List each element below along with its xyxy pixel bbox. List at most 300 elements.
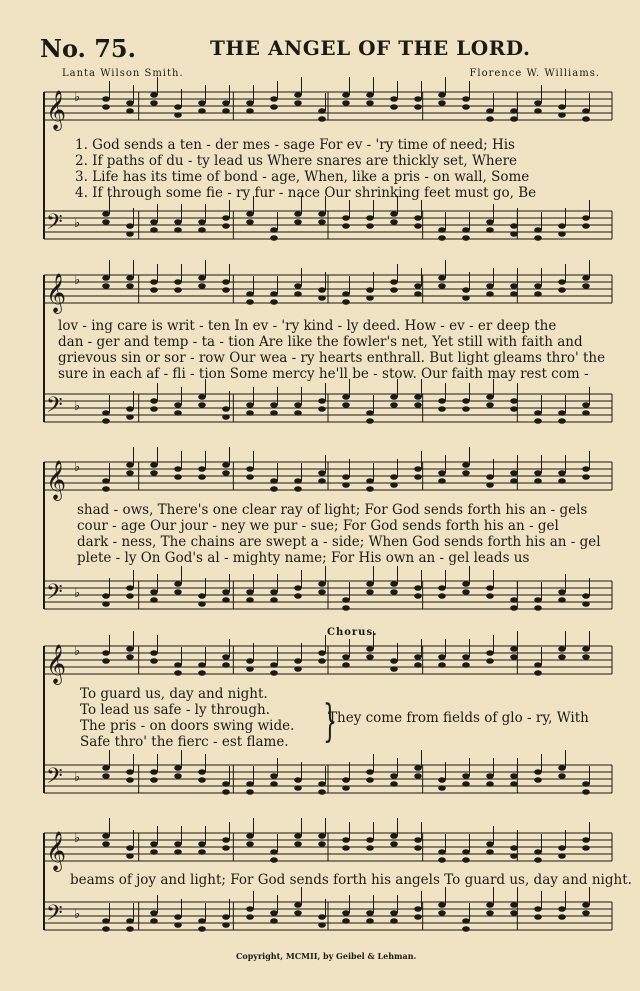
note-head — [294, 219, 302, 225]
note-head — [126, 231, 134, 237]
hymn-number: No. 75. — [40, 34, 136, 63]
note-head — [246, 291, 254, 297]
flat-icon: ♭ — [74, 90, 81, 105]
note-head — [246, 789, 254, 795]
note-head — [438, 283, 446, 289]
note-head — [150, 658, 158, 664]
note-head — [222, 223, 230, 229]
note-head — [246, 914, 254, 920]
note-head — [126, 108, 134, 114]
note-head — [390, 474, 398, 480]
note-head — [246, 211, 254, 217]
note-head — [270, 857, 278, 863]
note-head — [102, 96, 110, 102]
note-head — [102, 486, 110, 492]
note-head — [390, 581, 398, 587]
note-head — [102, 841, 110, 847]
note-head — [414, 96, 422, 102]
note-head — [198, 593, 206, 599]
note-head — [558, 906, 566, 912]
note-head — [246, 474, 254, 480]
note-head — [294, 593, 302, 599]
note-head — [150, 279, 158, 285]
note-head — [150, 849, 158, 855]
note-head — [102, 926, 110, 932]
note-head — [126, 585, 134, 591]
lyric-line: cour - age Our jour - ney we pur - sue; For God sends forth his an - gel — [77, 518, 559, 534]
note-head — [174, 589, 182, 595]
note-head — [294, 410, 302, 416]
note-head — [270, 402, 278, 408]
note-head — [366, 478, 374, 484]
note-head — [366, 910, 374, 916]
note-head — [534, 670, 542, 676]
note-head — [150, 910, 158, 916]
lyric-line: 1. God sends a ten - der mes - sage For ev - 'ry time of need; His — [75, 137, 515, 153]
note-head — [198, 926, 206, 932]
note-head — [582, 654, 590, 660]
note-head — [462, 96, 470, 102]
note-head — [582, 902, 590, 908]
note-head — [270, 597, 278, 603]
note-head — [390, 402, 398, 408]
lyric-line: dark - ness, The chains are swept a - side; When God sends forth his an - gel — [77, 534, 601, 550]
note-head — [342, 777, 350, 783]
note-head — [462, 581, 470, 587]
note-head — [558, 914, 566, 920]
note-head — [582, 593, 590, 599]
note-head — [438, 857, 446, 863]
lyrics-system-3 — [77, 502, 601, 566]
note-head — [390, 394, 398, 400]
note-head — [150, 777, 158, 783]
note-head — [246, 658, 254, 664]
note-head — [510, 853, 518, 859]
note-head — [102, 211, 110, 217]
note-head — [126, 769, 134, 775]
note-head — [534, 227, 542, 233]
note-head — [582, 215, 590, 221]
note-head — [198, 394, 206, 400]
note-head — [558, 654, 566, 660]
note-head — [366, 769, 374, 775]
note-head — [486, 849, 494, 855]
note-head — [126, 777, 134, 783]
note-head — [462, 662, 470, 668]
note-head — [462, 849, 470, 855]
note-head — [342, 92, 350, 98]
note-head — [534, 662, 542, 668]
note-head — [318, 841, 326, 847]
note-head — [270, 918, 278, 924]
flat-icon: ♭ — [74, 644, 81, 659]
note-head — [486, 474, 494, 480]
lyrics-system-1 — [75, 137, 536, 201]
note-head — [534, 849, 542, 855]
note-head — [318, 589, 326, 595]
note-head — [438, 662, 446, 668]
note-head — [222, 462, 230, 468]
note-head — [294, 777, 302, 783]
note-head — [198, 769, 206, 775]
note-head — [198, 219, 206, 225]
chorus-lyric: They come from fields of glo - ry, With — [328, 710, 589, 726]
note-head — [462, 462, 470, 468]
note-head — [366, 287, 374, 293]
note-head — [126, 853, 134, 859]
note-head — [414, 466, 422, 472]
note-head — [534, 906, 542, 912]
note-head — [462, 589, 470, 595]
note-head — [438, 777, 446, 783]
note-head — [366, 410, 374, 416]
note-head — [534, 108, 542, 114]
note-head — [438, 785, 446, 791]
note-head — [102, 219, 110, 225]
note-head — [342, 654, 350, 660]
note-head — [582, 474, 590, 480]
treble-clef-icon: 𝄞 — [46, 831, 67, 871]
note-head — [558, 845, 566, 851]
note-head — [222, 279, 230, 285]
note-head — [438, 585, 446, 591]
note-head — [342, 918, 350, 924]
note-head — [462, 287, 470, 293]
note-head — [390, 104, 398, 110]
lyric-line: dan - ger and temp - ta - tion Are like the fowler's net, Yet still with faith and — [58, 334, 583, 350]
note-head — [126, 283, 134, 289]
note-head — [174, 104, 182, 110]
note-head — [318, 581, 326, 587]
note-head — [102, 658, 110, 664]
note-head — [390, 781, 398, 787]
note-head — [582, 275, 590, 281]
note-head — [222, 662, 230, 668]
note-head — [294, 910, 302, 916]
note-head — [102, 593, 110, 599]
note-head — [366, 646, 374, 652]
note-head — [246, 589, 254, 595]
lyric-line: 2. If paths of du - ty lead us Where snares are thickly set, Where — [75, 153, 518, 169]
note-head — [318, 478, 326, 484]
note-head — [390, 96, 398, 102]
note-head — [270, 96, 278, 102]
note-head — [558, 104, 566, 110]
note-head — [390, 833, 398, 839]
note-head — [270, 773, 278, 779]
lyric-line: plete - ly On God's al - mighty name; For His own an - gel leads us — [77, 550, 530, 566]
note-head — [366, 92, 374, 98]
note-head — [198, 466, 206, 472]
note-head — [558, 470, 566, 476]
note-head — [486, 291, 494, 297]
note-head — [486, 781, 494, 787]
note-head — [150, 100, 158, 106]
note-head — [462, 781, 470, 787]
note-head — [246, 299, 254, 305]
note-head — [318, 219, 326, 225]
lyric-line: sure in each af - fli - tion Some mercy he'll be - stow. Our faith may rest com - — [58, 366, 589, 382]
note-head — [222, 470, 230, 476]
note-head — [102, 773, 110, 779]
note-head — [486, 219, 494, 225]
note-head — [534, 769, 542, 775]
flat-icon: ♭ — [74, 831, 81, 846]
note-head — [174, 849, 182, 855]
note-head — [222, 845, 230, 851]
note-head — [534, 605, 542, 611]
bass-clef-icon: 𝄢 — [46, 764, 63, 794]
note-head — [174, 219, 182, 225]
note-head — [270, 227, 278, 233]
note-head — [534, 283, 542, 289]
note-head — [198, 108, 206, 114]
note-head — [126, 100, 134, 106]
note-head — [462, 926, 470, 932]
note-head — [366, 223, 374, 229]
note-head — [318, 470, 326, 476]
note-head — [366, 215, 374, 221]
note-head — [222, 406, 230, 412]
note-head — [198, 474, 206, 480]
note-head — [246, 108, 254, 114]
note-head — [270, 410, 278, 416]
note-head — [414, 585, 422, 591]
note-head — [438, 100, 446, 106]
note-head — [558, 646, 566, 652]
note-head — [174, 466, 182, 472]
note-head — [510, 654, 518, 660]
note-head — [414, 402, 422, 408]
flat-icon: ♭ — [74, 273, 81, 288]
note-head — [270, 589, 278, 595]
note-head — [414, 765, 422, 771]
note-head — [558, 279, 566, 285]
note-head — [558, 478, 566, 484]
note-head — [510, 406, 518, 412]
note-head — [366, 918, 374, 924]
note-head — [246, 906, 254, 912]
note-head — [270, 910, 278, 916]
note-head — [198, 662, 206, 668]
note-head — [150, 462, 158, 468]
note-head — [510, 845, 518, 851]
note-head — [198, 227, 206, 233]
treble-clef-icon: 𝄞 — [46, 90, 67, 130]
note-head — [342, 474, 350, 480]
note-head — [510, 116, 518, 122]
note-head — [342, 662, 350, 668]
note-head — [582, 223, 590, 229]
note-head — [462, 406, 470, 412]
note-head — [126, 845, 134, 851]
note-head — [414, 283, 422, 289]
note-head — [294, 666, 302, 672]
note-head — [558, 853, 566, 859]
lyric-line: shad - ows, There's one clear ray of light; For God sends forth his an - gels — [77, 502, 588, 518]
note-head — [222, 414, 230, 420]
note-head — [150, 398, 158, 404]
note-head — [318, 833, 326, 839]
note-head — [582, 466, 590, 472]
note-head — [174, 112, 182, 118]
note-head — [486, 482, 494, 488]
note-head — [414, 291, 422, 297]
note-head — [126, 470, 134, 476]
note-head — [270, 662, 278, 668]
note-head — [126, 462, 134, 468]
note-head — [486, 593, 494, 599]
note-head — [390, 279, 398, 285]
note-head — [126, 414, 134, 420]
note-head — [462, 773, 470, 779]
lyrics-system-5 — [70, 872, 632, 888]
note-head — [150, 287, 158, 293]
note-head — [390, 910, 398, 916]
note-head — [366, 418, 374, 424]
note-head — [366, 837, 374, 843]
note-head — [390, 211, 398, 217]
note-head — [198, 777, 206, 783]
note-head — [558, 223, 566, 229]
note-head — [150, 769, 158, 775]
note-head — [126, 926, 134, 932]
note-head — [318, 211, 326, 217]
note-head — [582, 837, 590, 843]
note-head — [222, 789, 230, 795]
note-head — [534, 914, 542, 920]
note-head — [438, 849, 446, 855]
author-credit: Florence W. Williams. — [469, 68, 600, 79]
note-head — [462, 918, 470, 924]
flat-icon: ♭ — [74, 460, 81, 475]
note-head — [246, 841, 254, 847]
note-head — [462, 235, 470, 241]
note-head — [390, 666, 398, 672]
note-head — [510, 291, 518, 297]
note-head — [102, 410, 110, 416]
note-head — [294, 841, 302, 847]
note-head — [126, 223, 134, 229]
note-head — [582, 601, 590, 607]
note-head — [438, 398, 446, 404]
lyrics-system-2 — [58, 318, 605, 382]
note-head — [246, 100, 254, 106]
note-head — [342, 223, 350, 229]
note-head — [366, 589, 374, 595]
note-head — [486, 841, 494, 847]
note-head — [222, 922, 230, 928]
note-head — [390, 219, 398, 225]
note-head — [198, 670, 206, 676]
note-head — [174, 227, 182, 233]
note-head — [150, 219, 158, 225]
note-head — [510, 478, 518, 484]
note-head — [222, 781, 230, 787]
note-head — [198, 849, 206, 855]
note-head — [390, 841, 398, 847]
note-head — [246, 833, 254, 839]
note-head — [366, 777, 374, 783]
note-head — [510, 108, 518, 114]
note-head — [294, 211, 302, 217]
note-head — [582, 410, 590, 416]
note-head — [318, 658, 326, 664]
note-head — [294, 402, 302, 408]
note-head — [534, 291, 542, 297]
note-head — [558, 231, 566, 237]
note-head — [150, 841, 158, 847]
note-head — [174, 581, 182, 587]
note-head — [534, 597, 542, 603]
note-head — [366, 295, 374, 301]
flat-icon: ♭ — [74, 770, 81, 785]
note-head — [462, 654, 470, 660]
note-head — [102, 478, 110, 484]
note-head — [534, 478, 542, 484]
note-head — [390, 482, 398, 488]
note-head — [414, 104, 422, 110]
note-head — [510, 398, 518, 404]
note-head — [174, 402, 182, 408]
note-head — [174, 922, 182, 928]
lyric-line: The pris - on doors swing wide. — [80, 718, 295, 734]
note-head — [222, 914, 230, 920]
note-head — [462, 295, 470, 301]
lyric-line: lov - ing care is writ - ten In ev - 'ry kind - ly deed. How - ev - er deep the — [58, 318, 557, 334]
note-head — [318, 108, 326, 114]
note-head — [582, 108, 590, 114]
note-head — [582, 910, 590, 916]
note-head — [582, 789, 590, 795]
note-head — [150, 406, 158, 412]
flat-icon: ♭ — [74, 399, 81, 414]
note-head — [150, 597, 158, 603]
note-head — [486, 773, 494, 779]
note-head — [126, 406, 134, 412]
note-head — [414, 223, 422, 229]
treble-clef-icon: 𝄞 — [46, 273, 67, 313]
note-head — [438, 470, 446, 476]
note-head — [414, 662, 422, 668]
note-head — [102, 650, 110, 656]
note-head — [486, 283, 494, 289]
note-head — [486, 658, 494, 664]
note-head — [318, 789, 326, 795]
note-head — [198, 283, 206, 289]
note-head — [102, 601, 110, 607]
note-head — [510, 470, 518, 476]
note-head — [222, 589, 230, 595]
note-head — [390, 918, 398, 924]
note-head — [174, 914, 182, 920]
note-head — [486, 650, 494, 656]
note-head — [198, 100, 206, 106]
note-head — [582, 646, 590, 652]
note-head — [270, 486, 278, 492]
note-head — [174, 410, 182, 416]
note-head — [342, 299, 350, 305]
note-head — [438, 902, 446, 908]
note-head — [198, 275, 206, 281]
note-head — [222, 597, 230, 603]
note-head — [294, 658, 302, 664]
note-head — [510, 902, 518, 908]
bass-clef-icon: 𝄢 — [46, 901, 63, 931]
hymn-title: THE ANGEL OF THE LORD. — [210, 36, 531, 60]
note-head — [534, 857, 542, 863]
note-head — [174, 662, 182, 668]
